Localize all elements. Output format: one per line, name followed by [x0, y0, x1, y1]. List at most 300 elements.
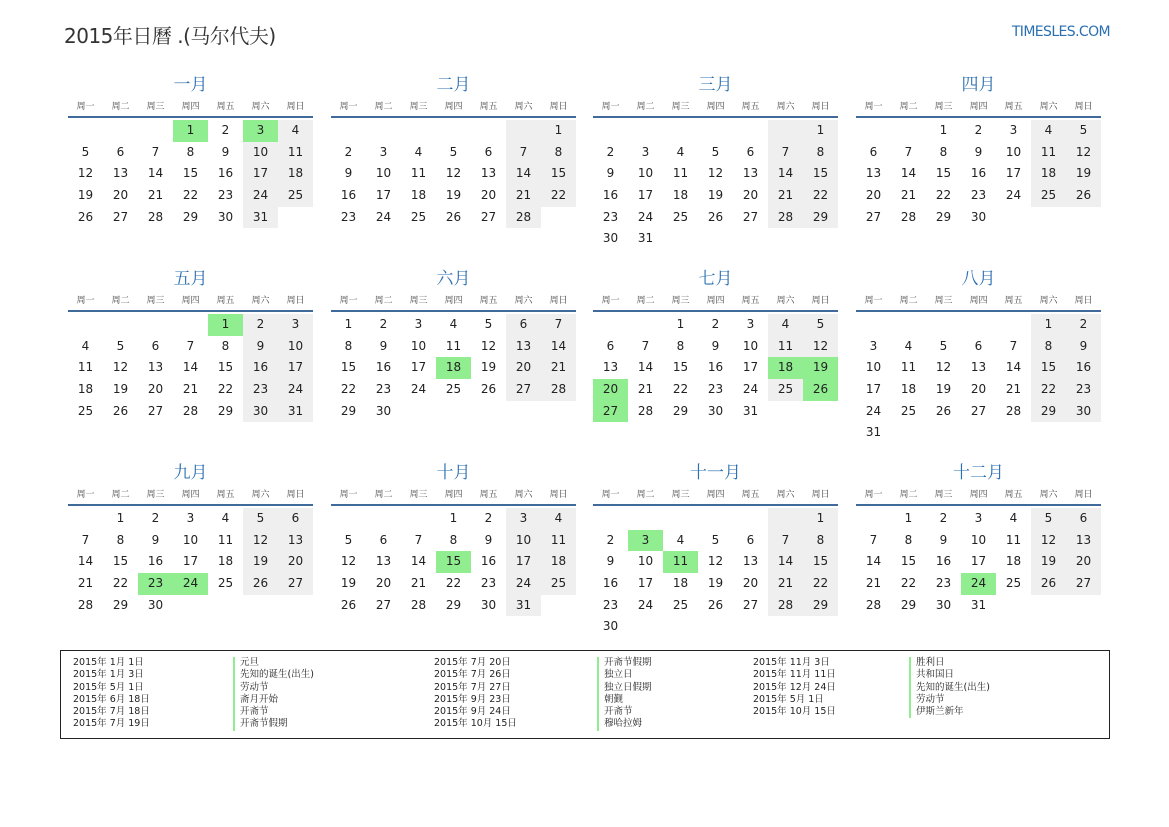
- day-cell: 17: [182, 554, 199, 569]
- header-divider: [68, 116, 313, 118]
- weekday-header: [856, 292, 1101, 310]
- day-grid: [68, 120, 313, 228]
- site-link[interactable]: TIMESLES.COM: [1011, 24, 1110, 40]
- day-cell: 18: [672, 576, 689, 591]
- weekday-label: 周五: [479, 296, 498, 306]
- day-cell: 17: [506, 551, 541, 573]
- header-divider: [856, 116, 1101, 118]
- day-cell: 12: [480, 338, 497, 353]
- day-cell: 17: [865, 382, 882, 397]
- day-cell: 6: [116, 144, 125, 159]
- day-cell: 8: [676, 338, 685, 353]
- month-2: [331, 72, 576, 228]
- legend-names: [233, 657, 314, 731]
- month-name: 十一月: [690, 463, 741, 483]
- month-8: [856, 266, 1101, 444]
- day-cell: 11: [541, 530, 576, 552]
- day-cell: 27: [278, 573, 313, 595]
- day-cell: 15: [217, 360, 234, 375]
- day-cell: 16: [602, 188, 619, 203]
- month-name: 九月: [173, 463, 208, 483]
- day-cell: 24: [742, 382, 759, 397]
- day-cell: 1: [676, 317, 685, 331]
- day-cell: 14: [900, 166, 917, 181]
- month-name: 二月: [436, 75, 471, 95]
- day-cell: 22: [672, 382, 689, 397]
- day-cell: 23: [480, 576, 497, 591]
- day-cell: 4: [904, 338, 913, 353]
- day-cell: 11: [217, 532, 234, 547]
- day-cell: 31: [278, 401, 313, 423]
- legend-holiday-name: 独立日: [604, 669, 633, 681]
- weekday-label: 周四: [969, 490, 988, 500]
- day-cell: 5: [711, 532, 720, 547]
- day-cell: 28: [900, 209, 917, 224]
- day-cell: 6: [974, 338, 983, 353]
- day-cell: 19: [77, 188, 94, 203]
- day-cell: 19: [112, 382, 129, 397]
- empty-cell: [698, 120, 733, 142]
- day-cell: 22: [1031, 379, 1066, 401]
- day-cell: 17: [410, 360, 427, 375]
- day-cell: 5: [803, 314, 838, 336]
- day-cell: 26: [77, 209, 94, 224]
- day-cell: 24: [410, 382, 427, 397]
- empty-cell: [593, 508, 628, 530]
- header-divider: [331, 116, 576, 118]
- month-name: 三月: [698, 75, 733, 95]
- day-cell: 28: [637, 403, 654, 418]
- day-cell: 13: [147, 360, 164, 375]
- day-cell: 22: [900, 576, 917, 591]
- day-cell: 12: [243, 530, 278, 552]
- day-cell: 8: [803, 142, 838, 164]
- holiday-day-cell: 15: [436, 551, 471, 573]
- weekday-label: 周三: [671, 296, 690, 306]
- day-cell: 22: [112, 576, 129, 591]
- day-cell: 7: [186, 338, 195, 353]
- day-cell: 19: [935, 382, 952, 397]
- day-cell: 5: [344, 532, 353, 547]
- weekday-label: 周四: [969, 296, 988, 306]
- day-cell: 13: [480, 166, 497, 181]
- day-cell: 1: [541, 120, 576, 142]
- day-cell: 2: [974, 123, 983, 137]
- weekday-header: [331, 486, 576, 504]
- day-cell: 11: [278, 142, 313, 164]
- day-cell: 9: [606, 554, 615, 569]
- weekday-label: 周四: [444, 296, 463, 306]
- day-cell: 5: [1031, 508, 1066, 530]
- month-7: [593, 266, 838, 422]
- day-cell: 11: [410, 166, 427, 181]
- day-cell: 20: [506, 357, 541, 379]
- month-1: [68, 72, 313, 228]
- day-cell: 18: [77, 382, 94, 397]
- day-cell: 24: [278, 379, 313, 401]
- day-cell: 27: [970, 403, 987, 418]
- weekday-label: 周三: [934, 102, 953, 112]
- day-cell: 4: [1009, 511, 1018, 525]
- day-cell: 2: [711, 317, 720, 331]
- day-cell: 27: [147, 403, 164, 418]
- day-cell: 3: [869, 338, 878, 353]
- legend-holiday-name: 开斋节: [240, 706, 269, 718]
- weekday-label: 周六: [514, 296, 533, 306]
- day-cell: 29: [340, 403, 357, 418]
- day-cell: 9: [484, 532, 493, 547]
- holiday-day-cell: 27: [593, 401, 628, 423]
- day-cell: 28: [768, 207, 803, 229]
- empty-cell: [628, 120, 663, 142]
- day-cell: 3: [379, 144, 388, 159]
- months-grid: [68, 72, 1102, 642]
- day-cell: 18: [278, 163, 313, 185]
- day-cell: 16: [970, 166, 987, 181]
- day-cell: 15: [182, 166, 199, 181]
- day-cell: 26: [1031, 573, 1066, 595]
- empty-cell: [103, 120, 138, 142]
- day-cell: 12: [112, 360, 129, 375]
- day-cell: 12: [340, 554, 357, 569]
- empty-cell: [961, 314, 996, 336]
- day-cell: 9: [151, 532, 160, 547]
- day-cell: 24: [1005, 188, 1022, 203]
- day-cell: 2: [151, 511, 160, 525]
- empty-cell: [733, 120, 768, 142]
- empty-cell: [891, 314, 926, 336]
- day-cell: 10: [637, 166, 654, 181]
- day-cell: 2: [939, 511, 948, 525]
- day-cell: 9: [344, 166, 353, 181]
- day-cell: 12: [803, 336, 838, 358]
- legend-holiday-name: 胜利日: [916, 657, 945, 668]
- day-cell: 24: [865, 403, 882, 418]
- day-cell: 22: [803, 185, 838, 207]
- day-cell: 16: [707, 360, 724, 375]
- day-cell: 7: [414, 532, 423, 547]
- day-cell: 26: [707, 209, 724, 224]
- day-cell: 10: [243, 142, 278, 164]
- weekday-header: [593, 486, 838, 504]
- day-cell: 21: [182, 382, 199, 397]
- empty-cell: [173, 314, 208, 336]
- day-cell: 25: [1031, 185, 1066, 207]
- empty-cell: [926, 314, 961, 336]
- month-name: 十月: [436, 463, 471, 483]
- day-cell: 27: [742, 209, 759, 224]
- holiday-day-cell: 1: [208, 314, 243, 336]
- day-cell: 23: [602, 597, 619, 612]
- day-cell: 1: [904, 511, 913, 525]
- legend-date: 2015年 7月 18日: [73, 706, 150, 718]
- day-cell: 22: [340, 382, 357, 397]
- day-cell: 6: [746, 144, 755, 159]
- day-cell: 10: [410, 338, 427, 353]
- day-cell: 15: [900, 554, 917, 569]
- empty-cell: [401, 120, 436, 142]
- month-3: [593, 72, 838, 250]
- holiday-day-cell: 3: [628, 530, 663, 552]
- weekday-label: 周六: [514, 490, 533, 500]
- weekday-label: 周二: [636, 102, 655, 112]
- day-cell: 10: [865, 360, 882, 375]
- legend-holiday-name: 劳动节: [240, 681, 269, 693]
- day-cell: 6: [278, 508, 313, 530]
- day-cell: 10: [970, 532, 987, 547]
- day-cell: 2: [484, 511, 493, 525]
- day-cell: 4: [768, 314, 803, 336]
- day-cell: 23: [707, 382, 724, 397]
- day-cell: 13: [602, 360, 619, 375]
- page-title: 2015年日曆 .(马尔代夫): [64, 24, 276, 48]
- legend-dates: [434, 657, 517, 731]
- day-cell: 24: [637, 597, 654, 612]
- day-cell: 23: [1066, 379, 1101, 401]
- weekday-label: 周日: [549, 296, 568, 306]
- day-cell: 28: [147, 209, 164, 224]
- day-grid: [68, 508, 313, 616]
- day-cell: 21: [865, 576, 882, 591]
- day-cell: 14: [410, 554, 427, 569]
- day-cell: 31: [865, 425, 882, 440]
- header-divider: [68, 310, 313, 312]
- day-cell: 28: [77, 597, 94, 612]
- weekday-label: 周三: [409, 296, 428, 306]
- day-cell: 29: [182, 209, 199, 224]
- weekday-label: 周二: [374, 296, 393, 306]
- day-cell: 27: [1066, 573, 1101, 595]
- empty-cell: [628, 314, 663, 336]
- month-9: [68, 460, 313, 616]
- legend-date: 2015年 10月 15日: [434, 718, 517, 730]
- day-cell: 26: [480, 382, 497, 397]
- weekday-label: 周六: [251, 102, 270, 112]
- day-cell: 10: [1005, 144, 1022, 159]
- day-cell: 13: [506, 336, 541, 358]
- day-cell: 14: [147, 166, 164, 181]
- day-cell: 10: [278, 336, 313, 358]
- month-12: [856, 460, 1101, 616]
- empty-cell: [856, 314, 891, 336]
- weekday-label: 周四: [706, 490, 725, 500]
- empty-cell: [663, 120, 698, 142]
- day-cell: 9: [974, 144, 983, 159]
- day-cell: 29: [217, 403, 234, 418]
- weekday-label: 周二: [374, 490, 393, 500]
- day-cell: 21: [637, 382, 654, 397]
- day-cell: 13: [1066, 530, 1101, 552]
- month-11: [593, 460, 838, 638]
- day-cell: 20: [147, 382, 164, 397]
- day-cell: 31: [506, 595, 541, 617]
- day-cell: 20: [970, 382, 987, 397]
- day-cell: 14: [637, 360, 654, 375]
- empty-cell: [471, 120, 506, 142]
- weekday-label: 周六: [1039, 490, 1058, 500]
- legend-holiday-name: 开斋节: [604, 706, 633, 718]
- legend-date: 2015年 7月 20日: [434, 657, 511, 668]
- weekday-label: 周日: [286, 102, 305, 112]
- day-cell: 14: [1005, 360, 1022, 375]
- day-cell: 28: [865, 597, 882, 612]
- weekday-label: 周三: [671, 102, 690, 112]
- day-cell: 5: [116, 338, 125, 353]
- day-cell: 23: [375, 382, 392, 397]
- day-cell: 15: [340, 360, 357, 375]
- month-6: [331, 266, 576, 422]
- day-cell: 29: [803, 595, 838, 617]
- day-cell: 28: [541, 379, 576, 401]
- weekday-header: [593, 98, 838, 116]
- weekday-label: 周二: [636, 296, 655, 306]
- day-cell: 3: [414, 317, 423, 331]
- day-cell: 6: [869, 144, 878, 159]
- legend-date: 2015年 7月 26日: [434, 669, 511, 681]
- header-divider: [593, 116, 838, 118]
- holiday-day-cell: 1: [173, 120, 208, 142]
- day-cell: 4: [414, 144, 423, 159]
- month-name: 十二月: [953, 463, 1004, 483]
- day-cell: 15: [935, 166, 952, 181]
- day-cell: 9: [243, 336, 278, 358]
- day-cell: 29: [672, 403, 689, 418]
- month-name: 一月: [173, 75, 208, 95]
- weekday-label: 周三: [146, 102, 165, 112]
- empty-cell: [663, 508, 698, 530]
- day-cell: 14: [182, 360, 199, 375]
- day-cell: 27: [375, 597, 392, 612]
- weekday-label: 周一: [864, 102, 883, 112]
- holiday-day-cell: 18: [436, 357, 471, 379]
- weekday-label: 周四: [181, 490, 200, 500]
- holiday-day-cell: 24: [173, 573, 208, 595]
- weekday-label: 周二: [111, 102, 130, 112]
- day-cell: 30: [243, 401, 278, 423]
- day-cell: 26: [112, 403, 129, 418]
- weekday-header: [856, 98, 1101, 116]
- day-cell: 12: [707, 166, 724, 181]
- day-cell: 13: [742, 554, 759, 569]
- weekday-label: 周日: [811, 490, 830, 500]
- legend-holiday-name: 共和国日: [916, 669, 955, 681]
- day-cell: 8: [221, 338, 230, 353]
- weekday-label: 周日: [1074, 102, 1093, 112]
- day-cell: 17: [970, 554, 987, 569]
- day-cell: 7: [768, 142, 803, 164]
- day-cell: 26: [445, 209, 462, 224]
- day-cell: 6: [379, 532, 388, 547]
- empty-cell: [768, 120, 803, 142]
- empty-cell: [138, 314, 173, 336]
- month-4: [856, 72, 1101, 228]
- day-cell: 18: [900, 382, 917, 397]
- day-cell: 4: [676, 532, 685, 547]
- weekday-label: 周日: [286, 490, 305, 500]
- day-cell: 11: [672, 166, 689, 181]
- day-cell: 19: [480, 360, 497, 375]
- empty-cell: [366, 508, 401, 530]
- day-cell: 20: [112, 188, 129, 203]
- day-cell: 7: [904, 144, 913, 159]
- legend-holiday-name: 先知的诞生(出生): [916, 681, 990, 693]
- day-cell: 17: [278, 357, 313, 379]
- day-cell: 12: [707, 554, 724, 569]
- empty-cell: [331, 120, 366, 142]
- empty-cell: [103, 314, 138, 336]
- day-cell: 7: [768, 530, 803, 552]
- day-cell: 4: [278, 120, 313, 142]
- day-cell: 27: [865, 209, 882, 224]
- header-divider: [856, 310, 1101, 312]
- day-cell: 6: [506, 314, 541, 336]
- day-cell: 7: [506, 142, 541, 164]
- weekday-header: [68, 98, 313, 116]
- day-cell: 15: [112, 554, 129, 569]
- day-cell: 12: [77, 166, 94, 181]
- day-cell: 21: [506, 185, 541, 207]
- legend-dates: [753, 657, 836, 718]
- day-cell: 19: [707, 188, 724, 203]
- weekday-label: 周二: [636, 490, 655, 500]
- day-grid: [331, 314, 576, 422]
- day-cell: 4: [1031, 120, 1066, 142]
- weekday-header: [68, 292, 313, 310]
- day-cell: 24: [243, 185, 278, 207]
- day-cell: 5: [1066, 120, 1101, 142]
- legend-date: 2015年 5月 1日: [753, 693, 824, 705]
- day-cell: 4: [449, 317, 458, 331]
- day-cell: 27: [742, 597, 759, 612]
- day-cell: 2: [344, 144, 353, 159]
- day-grid: [331, 508, 576, 616]
- day-cell: 7: [541, 314, 576, 336]
- empty-cell: [138, 120, 173, 142]
- weekday-label: 周五: [216, 296, 235, 306]
- day-cell: 7: [869, 532, 878, 547]
- month-name: 四月: [961, 75, 996, 95]
- header-divider: [593, 310, 838, 312]
- day-cell: 13: [112, 166, 129, 181]
- month-name: 五月: [173, 269, 208, 289]
- weekday-label: 周六: [251, 296, 270, 306]
- day-cell: 16: [340, 188, 357, 203]
- day-cell: 30: [602, 619, 619, 634]
- day-cell: 25: [445, 382, 462, 397]
- day-cell: 19: [445, 188, 462, 203]
- day-cell: 8: [1031, 336, 1066, 358]
- day-cell: 1: [344, 317, 353, 331]
- day-cell: 22: [445, 576, 462, 591]
- day-cell: 19: [340, 576, 357, 591]
- weekday-label: 周一: [864, 490, 883, 500]
- weekday-label: 周三: [409, 102, 428, 112]
- day-cell: 13: [970, 360, 987, 375]
- day-cell: 25: [410, 209, 427, 224]
- day-cell: 22: [182, 188, 199, 203]
- day-cell: 30: [480, 597, 497, 612]
- weekday-header: [68, 486, 313, 504]
- day-cell: 12: [445, 166, 462, 181]
- day-cell: 17: [637, 188, 654, 203]
- day-cell: 26: [243, 573, 278, 595]
- day-cell: 12: [1031, 530, 1066, 552]
- day-cell: 20: [375, 576, 392, 591]
- day-cell: 10: [182, 532, 199, 547]
- day-cell: 1: [803, 508, 838, 530]
- day-cell: 18: [217, 554, 234, 569]
- day-cell: 21: [900, 188, 917, 203]
